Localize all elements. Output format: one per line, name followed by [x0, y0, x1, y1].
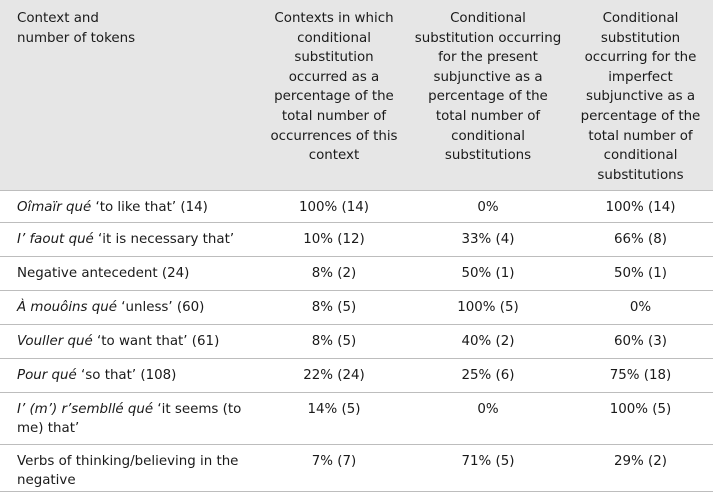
table-row — [0, 358, 713, 392]
context-rest: ‘to want that’ (61) — [92, 333, 220, 349]
pct-present-cell: 0% — [408, 190, 568, 222]
pct-context-cell: 22% (24) — [260, 358, 408, 392]
context-italic: Oîmaïr qué — [17, 199, 92, 215]
context-rest: Verbs of thinking/believing in the negative — [17, 453, 239, 489]
header-row — [0, 0, 713, 190]
context-rest: ‘unless’ (60) — [117, 299, 205, 315]
context-italic: Vouller qué — [17, 333, 93, 349]
pct-present-cell: 25% (6) — [408, 358, 568, 392]
table-body — [0, 190, 713, 491]
pct-context-cell: 14% (5) — [260, 392, 408, 444]
context-rest: ‘so that’ (108) — [76, 367, 177, 383]
context-rest: ‘to like that’ (14) — [91, 199, 208, 215]
pct-present-cell: 40% (2) — [408, 324, 568, 358]
header-context-percentage: Contexts in which conditional substitution occurred as a percentage of the total number of occurrences of this context — [270, 11, 398, 164]
context-italic: À mouôins qué — [17, 299, 117, 315]
pct-present-cell: 71% (5) — [408, 444, 568, 491]
pct-present-cell: 33% (4) — [408, 222, 568, 256]
context-cell — [0, 256, 260, 290]
pct-imperfect-cell: 29% (2) — [568, 444, 713, 491]
table-row — [0, 190, 713, 222]
pct-present-cell: 50% (1) — [408, 256, 568, 290]
context-italic: I’ faout qué — [17, 231, 94, 247]
table-row — [0, 290, 713, 324]
context-rest: Negative antecedent (24) — [17, 265, 190, 281]
pct-imperfect-cell: 66% (8) — [568, 222, 713, 256]
table-row — [0, 222, 713, 256]
pct-present-cell: 0% — [408, 392, 568, 444]
header-imperfect-subjunctive: Conditional substitution occurring for the imperfect subjunctive as a percentage of the total number of conditional substitutions — [580, 11, 701, 183]
table-header — [0, 0, 713, 190]
context-italic: I’ (m’) r’sembllé qué — [17, 401, 154, 417]
context-cell — [0, 444, 260, 491]
table-row — [0, 392, 713, 444]
pct-imperfect-cell: 75% (18) — [568, 358, 713, 392]
header-context-line2: number of tokens — [17, 30, 136, 46]
table-row — [0, 256, 713, 290]
pct-context-cell: 100% (14) — [260, 190, 408, 222]
pct-context-cell: 8% (5) — [260, 290, 408, 324]
context-rest: ‘it is necessary that’ — [93, 231, 235, 247]
pct-context-cell: 7% (7) — [260, 444, 408, 491]
context-rest: ‘it seems (to me) that’ — [17, 401, 242, 437]
context-cell — [0, 392, 260, 444]
header-context-line1: Context and — [17, 11, 99, 26]
pct-imperfect-cell: 100% (14) — [568, 190, 713, 222]
header-context — [0, 0, 260, 190]
pct-context-cell: 8% (5) — [260, 324, 408, 358]
context-italic: Pour qué — [17, 367, 77, 383]
pct-imperfect-cell: 0% — [568, 290, 713, 324]
context-cell — [0, 190, 260, 222]
pct-present-cell: 100% (5) — [408, 290, 568, 324]
context-cell — [0, 222, 260, 256]
pct-imperfect-cell: 60% (3) — [568, 324, 713, 358]
table-row — [0, 324, 713, 358]
pct-context-cell: 10% (12) — [260, 222, 408, 256]
pct-imperfect-cell: 100% (5) — [568, 392, 713, 444]
header-present-subjunctive: Conditional substitution occurring for the present subjunctive as a percentage of the total number of conditional substitutions — [414, 11, 562, 164]
pct-imperfect-cell: 50% (1) — [568, 256, 713, 290]
context-cell — [0, 290, 260, 324]
pct-context-cell: 8% (2) — [260, 256, 408, 290]
context-cell — [0, 358, 260, 392]
table-row — [0, 444, 713, 491]
context-cell — [0, 324, 260, 358]
